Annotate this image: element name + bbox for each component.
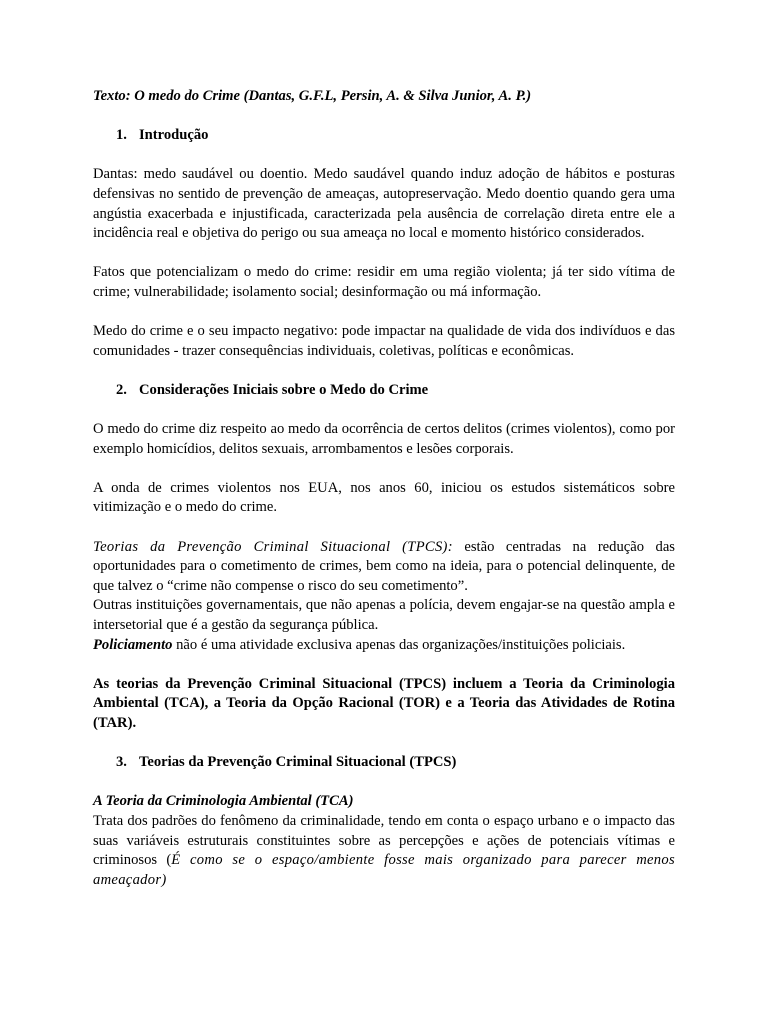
tca-italic-note: É como se o espaço/ambiente fosse mais organizado para parecer menos ameaçador) (93, 852, 675, 888)
paragraph-tpcs (93, 538, 675, 597)
paragraph: O medo do crime diz respeito ao medo da ocorrência de certos delitos (crimes violentos), como por exemplo homicídios, delitos sexuais, arrombamentos e lesões corporais. (93, 421, 675, 457)
section-number: 1. (116, 127, 127, 144)
section-heading-teorias (93, 753, 675, 773)
section-number: 3. (116, 754, 127, 771)
policiamento-text: não é uma atividade exclusiva apenas das organizações/instituições policiais. (172, 636, 626, 653)
paragraph-bold-summary: As teorias da Prevenção Criminal Situacional (TPCS) incluem a Teoria da Criminologia Ambiental (TCA), a Teoria da Opção Racional (TOR) e a Teoria das Atividades de Rotina (TAR). (93, 675, 675, 731)
paragraph: Dantas: medo saudável ou doentio. Medo saudável quando induz adoção de hábitos e posturas defensivas no sentido de prevenção de ameaças, autopreservação. Medo doentio quando gera uma angústia exacerbada e injustificada, caracterizada pela ausência de correlação direta entre ele a incidência real e objetiva do perigo ou sua ameaça no local e momento histórico considerados. (93, 166, 675, 242)
section-title: Teorias da Prevenção Criminal Situacional (TPCS) (139, 754, 457, 771)
paragraph: Fatos que potencializam o medo do crime: residir em uma região violenta; já ter sido vítima de crime; vulnerabilidade; isolamento social; desinformação ou má informação. (93, 264, 675, 300)
tpcs-term: Teorias da Prevenção Criminal Situacional (TPCS): (93, 538, 453, 555)
paragraph: A onda de crimes violentos nos EUA, nos anos 60, iniciou os estudos sistemáticos sobre vitimização e o medo do crime. (93, 479, 675, 516)
section-title: Introdução (139, 127, 209, 144)
section-heading-introducao (93, 126, 675, 146)
section-heading-consideracoes (93, 381, 675, 401)
paragraph-policiamento (93, 636, 675, 656)
paragraph: Medo do crime e o seu impacto negativo: pode impactar na qualidade de vida dos indivíduos e das comunidades - trazer consequências individuais, coletivas, políticas e econômicas. (93, 323, 675, 359)
section-number: 2. (116, 381, 127, 398)
tca-text: Trata dos padrões do fenômeno da criminalidade, tendo em conta o espaço urbano e o impacto das suas variáveis estruturais constituintes sobre as percepções e ações de potenciais vítimas e criminosos ( (93, 812, 675, 869)
policiamento-term: Policiamento (93, 636, 173, 653)
paragraph-tca (93, 812, 675, 890)
tpcs-definition: estão centradas na redução das oportunidades para o cometimento de crimes, bem como na ideia, para o potencial delinquente, de que talvez o “crime não compense o risco do seu cometimento”. (93, 538, 675, 594)
subheading-tca: A Teoria da Criminologia Ambiental (TCA) (93, 793, 354, 810)
document-title: Texto: O medo do Crime (Dantas, G.F.L, Persin, A. & Silva Junior, A. P.) (93, 88, 532, 104)
section-title: Considerações Iniciais sobre o Medo do Crime (139, 381, 429, 398)
paragraph: Outras instituições governamentais, que não apenas a polícia, devem engajar-se na questão ampla e intersetorial que é a gestão da segurança pública. (93, 597, 675, 634)
document-body (93, 87, 675, 890)
